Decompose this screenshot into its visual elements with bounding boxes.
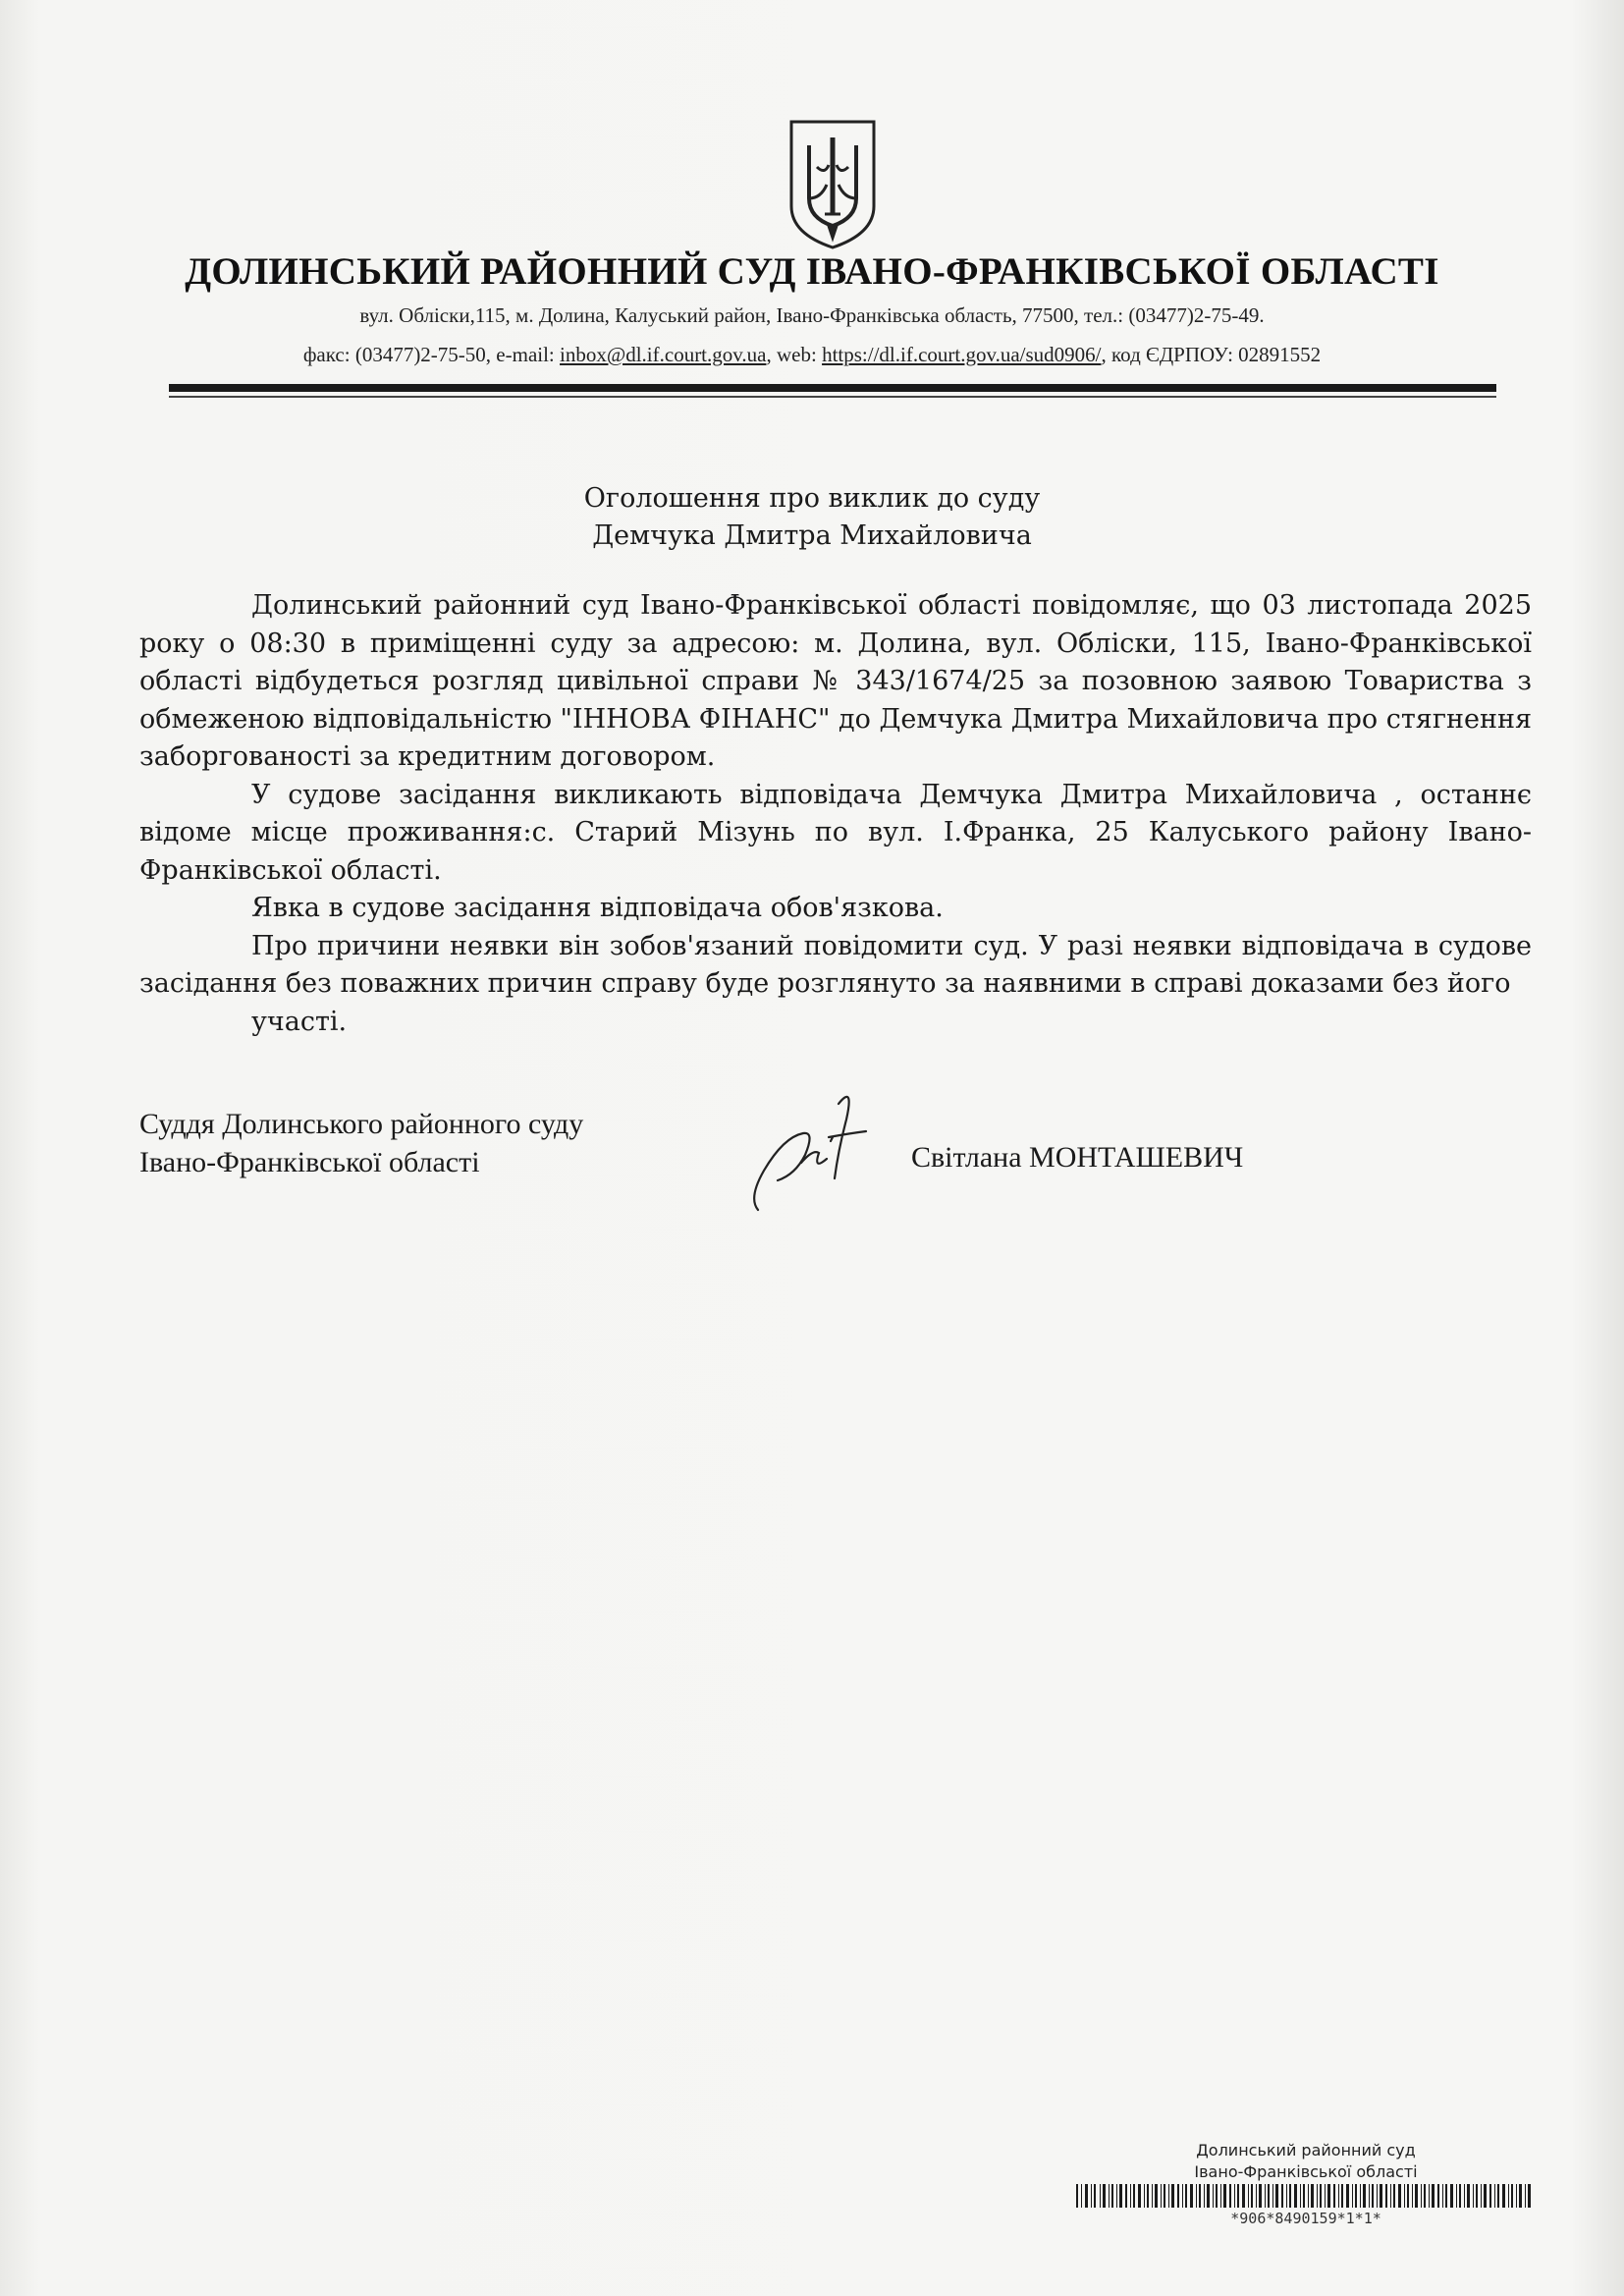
edrpou-label: , код ЄДРПОУ: 02891552 bbox=[1101, 343, 1322, 366]
header-divider-thick bbox=[169, 384, 1496, 392]
web-label: , web: bbox=[766, 343, 823, 366]
body-paragraph-absence-tail: участі. bbox=[251, 1006, 348, 1037]
coat-of-arms-icon bbox=[785, 116, 880, 253]
handwritten-signature bbox=[744, 1080, 892, 1218]
judge-position bbox=[139, 1105, 583, 1181]
stamp-court: Долинський районний суд bbox=[1196, 2141, 1416, 2159]
judge-position-line1: Суддя Долинського районного суду bbox=[139, 1108, 584, 1140]
court-address: вул. Обліски,115, м. Долина, Калуський район, Івано-Франківська область, 77500, тел.: (03477)2-75-49. bbox=[359, 303, 1265, 327]
court-contacts bbox=[0, 343, 1624, 367]
body-paragraph-summons: У судове засідання викликають відповідача Демчука Дмитра Михайловича , останнє відоме місце проживання:с. Старий Мізунь по вул. І.Франка, 25 Калуського району Івано-Франківської області. bbox=[139, 779, 1532, 886]
body-paragraph-attendance: Явка в судове засідання відповідача обов'язкова. bbox=[251, 893, 944, 923]
notice-body bbox=[139, 587, 1532, 1041]
barcode-number: *906*8490159*1*1* bbox=[1230, 2210, 1381, 2227]
fax-label: факс: (03477)2-75-50, e-mail: bbox=[302, 343, 561, 366]
header-divider-thin bbox=[169, 396, 1496, 398]
judge-name: Світлана МОНТАШЕВИЧ bbox=[911, 1141, 1244, 1174]
notice-title bbox=[0, 480, 1624, 555]
email-link[interactable]: inbox@dl.if.court.gov.ua bbox=[560, 343, 767, 366]
stamp-region: Івано-Франківської області bbox=[1194, 2162, 1418, 2181]
judge-position-line2: Івано-Франківської області bbox=[139, 1146, 480, 1178]
body-paragraph-absence: Про причини неявки він зобов'язаний повідомити суд. У разі неявки відповідача в судове засідання без поважних причин справу буде розглянуто за наявними в справі доказами без його bbox=[139, 930, 1532, 999]
notice-title-line2: Демчука Дмитра Михайловича bbox=[592, 520, 1032, 551]
notice-title-line1: Оголошення про виклик до суду bbox=[583, 483, 1041, 514]
website-link[interactable]: https://dl.if.court.gov.ua/sud0906/ bbox=[822, 343, 1102, 366]
body-paragraph-hearing: Долинський районний суд Івано-Франківської області повідомляє, що 03 листопада 2025 року о 08:30 в приміщенні суду за адресою: м. Долина, вул. Обліски, 115, Івано-Франківської області відбудеться розгляд цивільної справи № 343/1674/25 за позовною заявою Товариства з обмеженою відповідальністю "ІННОВА ФІНАНС" до Демчука Дмитра Михайловича про стягнення заборгованості за кредитним договором. bbox=[139, 590, 1532, 772]
barcode bbox=[1076, 2184, 1532, 2208]
court-title: ДОЛИНСЬКИЙ РАЙОННИЙ СУД ІВАНО-ФРАНКІВСЬКОЇ ОБЛАСТІ bbox=[185, 250, 1439, 293]
